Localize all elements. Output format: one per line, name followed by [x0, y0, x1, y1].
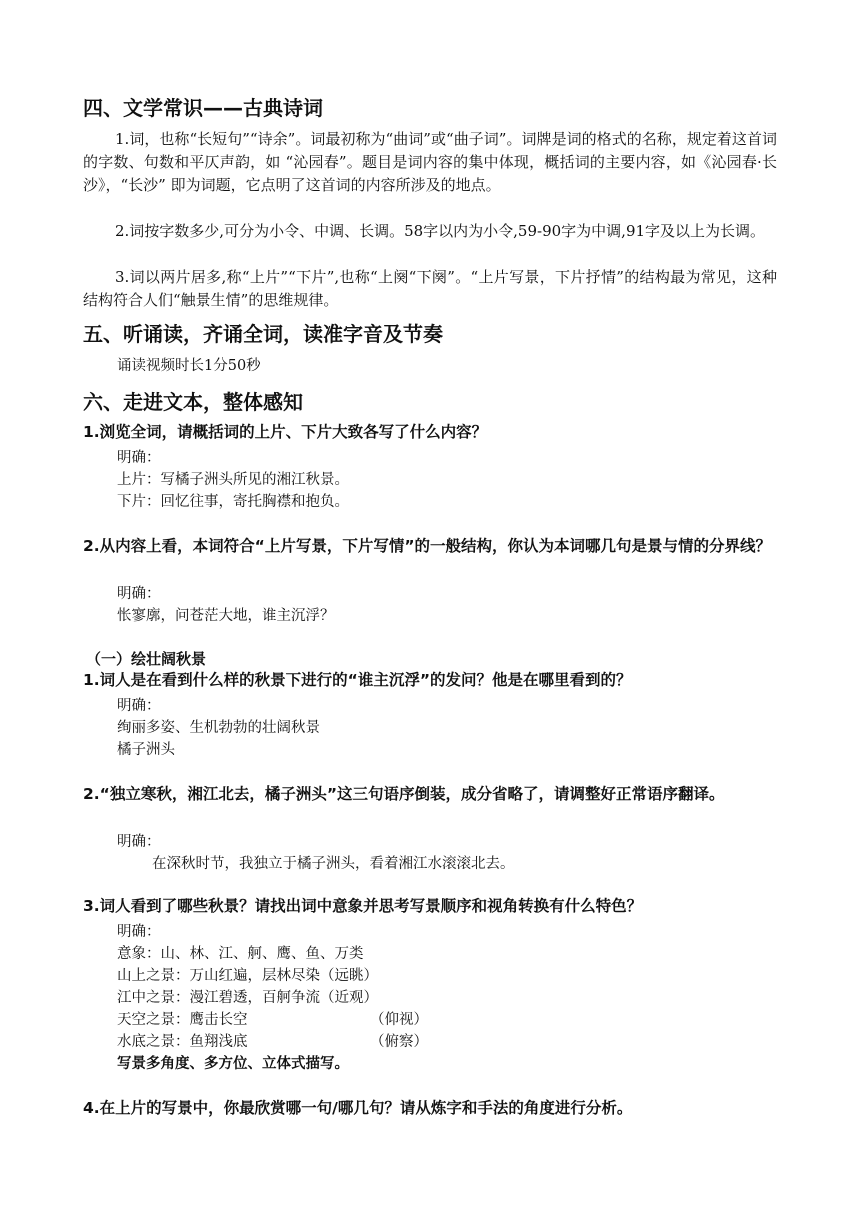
answer-line: 山上之景：万山红遍，层林尽染（远眺） — [117, 968, 378, 984]
answer-label: 明确： — [117, 698, 161, 714]
section-4-heading: 四、文学常识——古典诗词 — [83, 96, 323, 120]
answer-line: 上片：写橘子洲头所见的湘江秋景。 — [117, 472, 349, 488]
answer-line: 江中之景：漫江碧透，百舸争流（近观） — [117, 990, 378, 1006]
section-5-heading: 五、听诵读，齐诵全词，读准字音及节奏 — [83, 322, 443, 346]
answer-label: 明确： — [117, 834, 161, 850]
section-6-heading: 六、走进文本，整体感知 — [83, 390, 303, 414]
answer-line: 怅寥廓，问苍茫大地，谁主沉浮？ — [117, 608, 335, 624]
answer-line: 天空之景：鹰击长空 — [117, 1012, 248, 1028]
answer-line: 水底之景：鱼翔浅底 — [117, 1034, 248, 1050]
answer-line: 下片：回忆往事，寄托胸襟和抱负。 — [117, 494, 349, 510]
section-4-paragraph-1: 1.词，也称“长短句”“诗余”。词最初称为“曲词”或“曲子词”。词牌是词的格式的名称，规定着这首词的字数、句数和平仄声韵，如 “沁园春”。题目是词内容的集中体现，概括词的主要内容，如《沁园春·长沙》，“长沙” 即为词题，它点明了这首词的内容所涉及的地点。 — [83, 130, 777, 194]
answer-line: 意象：山、林、江、舸、鹰、鱼、万类 — [117, 946, 364, 962]
question-autumn-2: 2.“独立寒秋，湘江北去，橘子洲头”这三句语序倒装，成分省略了，请调整好正常语序翻译。 — [83, 785, 725, 803]
section-4-paragraph-3: 3.词以两片居多,称“上片”“下片”,也称“上阕“下阕”。“上片写景，下片抒情”的结构最为常见，这种结构符合人们“触景生情”的思维规律。 — [83, 268, 777, 309]
view-angle-tag: （仰视） — [370, 1012, 428, 1028]
question-overview-1: 1.浏览全词，请概括词的上片、下片大致各写了什么内容？ — [83, 423, 488, 441]
question-autumn-3: 3.词人看到了哪些秋景？请找出词中意象并思考写景顺序和视角转换有什么特色？ — [83, 897, 643, 915]
answer-line: 在深秋时节，我独立于橘子洲头，看着湘江水滚滚北去。 — [152, 856, 515, 872]
answer-line: 绚丽多姿、生机勃勃的壮阔秋景 — [117, 720, 320, 736]
question-autumn-1: 1.词人是在看到什么样的秋景下进行的“谁主沉浮”的发问？他是在哪里看到的？ — [83, 671, 632, 689]
question-overview-2: 2.从内容上看，本词符合“上片写景，下片写情”的一般结构，你认为本词哪几句是景与情的分界线？ — [83, 537, 772, 555]
answer-line: 橘子洲头 — [117, 742, 175, 758]
view-angle-tag: （俯察） — [370, 1034, 428, 1050]
question-autumn-4: 4.在上片的写景中，你最欣赏哪一句/哪几句？请从炼字和手法的角度进行分析。 — [83, 1099, 633, 1117]
subsection-heading: （一）绘壮阔秋景 — [86, 650, 207, 668]
section-4-paragraph-2: 2.词按字数多少,可分为小令、中调、长调。58字以内为小令,59-90字为中调,91字及以上为长调。 — [115, 222, 766, 240]
answer-label: 明确： — [117, 924, 161, 940]
answer-label: 明确： — [117, 450, 161, 466]
video-duration-note: 诵读视频时长1分50秒 — [117, 358, 261, 374]
answer-summary: 写景多角度、多方位、立体式描写。 — [117, 1056, 349, 1072]
answer-label: 明确： — [117, 586, 161, 602]
